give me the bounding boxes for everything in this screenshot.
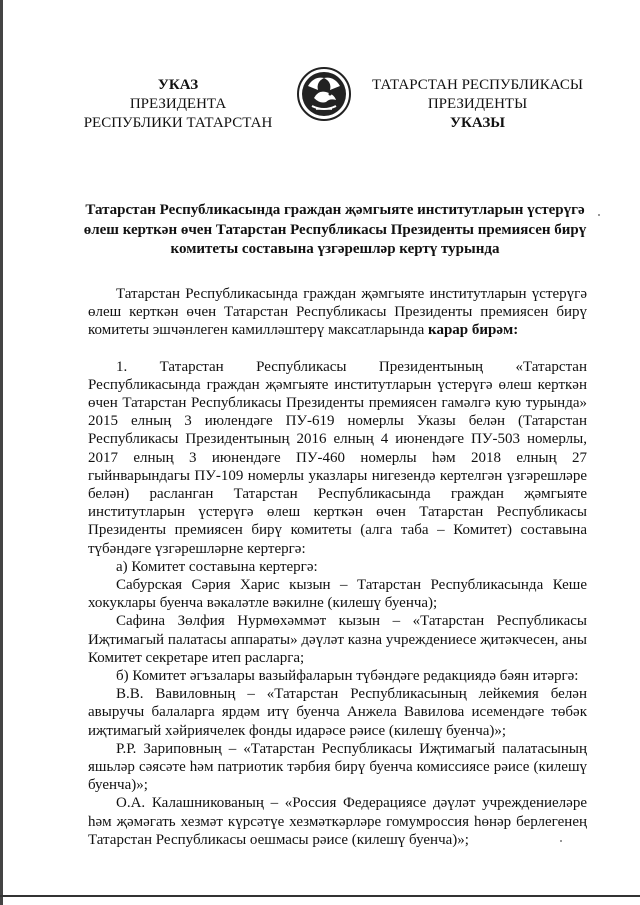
header-left-line-3: РЕСПУБЛИКИ ТАТАРСТАН <box>83 115 273 131</box>
header-right-line-1: ТАТАРСТАН РЕСПУБЛИКАСЫ <box>372 77 583 93</box>
header-right-line-2: ПРЕЗИДЕНТЫ <box>427 96 528 112</box>
scan-speck <box>598 214 600 216</box>
preamble-text: Татарстан Республикасында граждан җәмгыяте институтларын үстерүгә өлеш керткән өчен Татарстан Республикасы Президенты премиясен бирү комитеты эшчәнлеген камилләштерү максатларында <box>88 286 587 339</box>
preamble-decision: карар бирәм: <box>428 322 519 339</box>
paragraph-a: а) Комитет составына кертергә: <box>116 558 318 575</box>
header-russian <box>78 76 278 133</box>
paragraph-safina: Сафина Зөлфия Нурмөхәммәт кызын – «Татарстан Республикасы Иҗтимагый палатасы аппараты» дәүләт казна учреждениесе җитәкчесен, аны Комитет секретаре итеп расларга; <box>88 613 587 666</box>
decree-body <box>88 285 587 849</box>
header-left-line-2: ПРЕЗИДЕНТА <box>129 96 227 112</box>
paragraph-saburskaya: Сабурская Сәрия Харис кызын – Татарстан Республикасында Кеше хокуклары буенча вәкаләтле вәкилне (килешү буенча); <box>88 577 587 612</box>
header-left-line-1: УКАЗ <box>157 77 199 93</box>
paragraph-zaripov: Р.Р. Зариповның – «Татарстан Республикасы Иҗтимагый палатасының яшьләр сәясәте һәм патриотик тәрбия бирү буенча комиссиясе рәисе (килешү буенча)»; <box>88 740 587 794</box>
paragraph-b: б) Комитет әгъзалары вазыйфаларын түбәндәге редакциядә бәян итәргә: <box>116 668 579 685</box>
tatarstan-coat-of-arms-icon <box>296 66 352 122</box>
header-right-line-3: УКАЗЫ <box>450 115 505 131</box>
paragraph-1: 1. Татарстан Республикасы Президентының «Татарстан Республикасында граждан җәмгыяте институтларын үстерүгә өлеш керткән өчен Татарстан Республикасы Президенты премиясен гамәлгә кую турында» 2015 елның 3 июлендәге ПУ-619 номерлы Указы белән (Татарстан Республикасы Президентының 2016 елның 4 июнендәге ПУ-503 номерлы, 2017 елның 3 июнендәге ПУ-460 номерлы һәм 2018 елның 27 гыйнварындагы ПУ-109 номерлы указлары нигезендә кертелгән үзгәрешләре белән) расланган Татарстан Республикасында граждан җәмгыяте институтларын үстерүгә өлеш керткән өчен Татарстан Республикасы Президенты премиясен бирү комитеты (алга таба – Комитет) составына түбәндәге үзгәрешләрне кертергә: <box>88 358 587 557</box>
scan-left-edge <box>0 0 3 905</box>
scan-bottom-edge <box>0 895 640 897</box>
paragraph-vavilov: В.В. Вавиловның – «Татарстан Республикасының лейкемия белән авыручы балаларга ярдәм итү буенча Анжела Вавилова исемендәге төбәк иҗтимагый хәйриячелек фонды идарәсе рәисе (килешү буенча)»; <box>88 686 587 739</box>
preamble <box>88 285 587 340</box>
header-tatar <box>365 76 590 133</box>
decree-title: Татарстан Республикасында граждан җәмгыяте институтларын үстерүгә өлеш керткән өчен Татарстан Республикасы Президенты премиясен бирү комитеты составына үзгәрешләр кертү турында <box>83 202 587 257</box>
paragraph-kalashnikova: О.А. Калашникованың – «Россия Федерациясе дәүләт учреждениеләре һәм җәмәгать хезмәт күрсәтүе хезмәткәрләре гомумроссия һөнәр берлегенең Татарстан Республикасы оешмасы рәисе (килешү буенча)»; <box>88 795 587 848</box>
scan-speck <box>560 840 562 842</box>
